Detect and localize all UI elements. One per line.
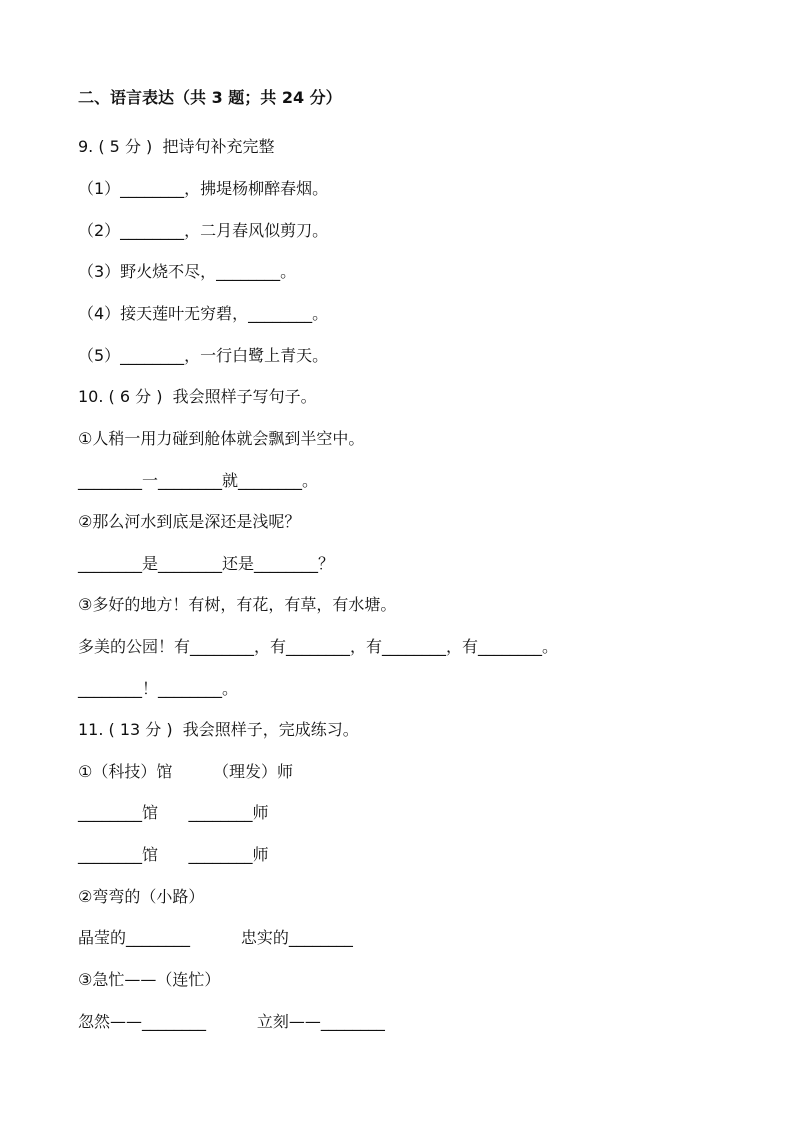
question-9-item-5: （5）________，一行白鹭上青天。 bbox=[78, 346, 329, 365]
question-10-example-2: ②那么河水到底是深还是浅呢？ bbox=[78, 512, 301, 531]
question-10-example-1: ①人稍一用力碰到舱体就会飘到半空中。 bbox=[78, 429, 365, 448]
question-9-item-1: （1）________，拂堤杨柳醉春烟。 bbox=[78, 179, 329, 198]
section-title: 二、语言表达（共 3 题；共 24 分） bbox=[78, 88, 342, 107]
question-10-example-3: ③多好的地方！有树，有花，有草，有水塘。 bbox=[78, 595, 397, 614]
question-9-item-2: （2）________，二月春风似剪刀。 bbox=[78, 221, 329, 240]
question-11-answer-2: 晶莹的________ 忠实的________ bbox=[78, 928, 353, 947]
question-11-answer-1b: ________馆 ________师 bbox=[78, 845, 269, 864]
question-11-answer-1a: ________馆 ________师 bbox=[78, 803, 269, 822]
question-9-header: 9. ( 5 分 ) 把诗句补充完整 bbox=[78, 137, 275, 156]
question-11-header: 11. ( 13 分 ) 我会照样子，完成练习。 bbox=[78, 720, 359, 739]
question-11-answer-3: 忽然——________ 立刻——________ bbox=[78, 1012, 385, 1031]
question-11-example-2: ②弯弯的（小路） bbox=[78, 887, 205, 906]
question-10-header: 10. ( 6 分 ) 我会照样子写句子。 bbox=[78, 387, 317, 406]
question-9-item-3: （3）野火烧不尽，________。 bbox=[78, 262, 297, 281]
question-10-answer-3a: 多美的公园！有________，有________，有________，有________。 bbox=[78, 637, 559, 656]
question-11-example-3: ③急忙——（连忙） bbox=[78, 970, 221, 989]
question-10-answer-2: ________是________还是________？ bbox=[78, 554, 335, 573]
question-10-answer-3b: ________！________。 bbox=[78, 679, 239, 698]
question-11-example-1: ①（科技）馆 （理发）师 bbox=[78, 762, 294, 781]
question-10-answer-1: ________一________就________。 bbox=[78, 471, 319, 490]
question-9-item-4: （4）接天莲叶无穷碧，________。 bbox=[78, 304, 329, 323]
